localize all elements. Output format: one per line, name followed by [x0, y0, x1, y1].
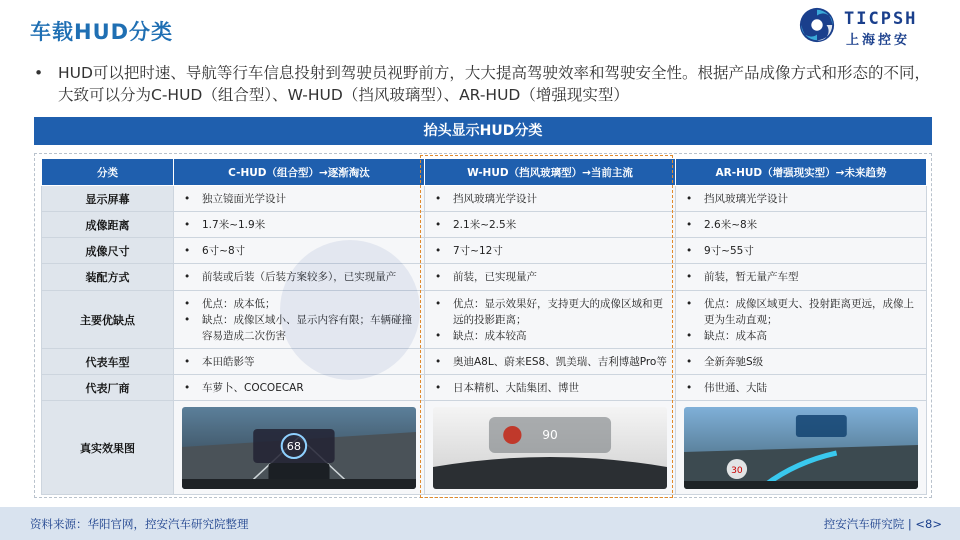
cell-list	[433, 191, 669, 207]
company-logo	[798, 6, 938, 50]
cell-list	[182, 191, 418, 207]
cell-list	[182, 217, 418, 233]
cell-list	[182, 243, 418, 259]
cell-list-item: • 挡风玻璃光学设计	[433, 191, 669, 207]
cell-list-item: • 缺点：成本高	[684, 328, 920, 344]
cell-list-item: • 7寸~12寸	[433, 243, 669, 259]
table-cell	[676, 291, 927, 349]
cell-list	[182, 269, 418, 285]
cell-list	[684, 354, 920, 370]
cell-list	[182, 296, 418, 344]
cell-list-item: • 1.7米~1.9米	[182, 217, 418, 233]
table-cell	[174, 238, 425, 264]
cell-list-item: • 独立镜面光学设计	[182, 191, 418, 207]
table-row	[42, 264, 927, 291]
cell-list	[433, 217, 669, 233]
table-row	[42, 186, 927, 212]
cell-list-item: • 前装或后装（后装方案较多），已实现量产	[182, 269, 418, 285]
row-label: 真实效果图	[42, 401, 174, 495]
cell-list	[182, 354, 418, 370]
svg-text:30: 30	[731, 465, 743, 476]
table-cell	[425, 238, 676, 264]
cell-list-item: • 2.6米~8米	[684, 217, 920, 233]
hud-classification-table	[41, 158, 927, 495]
cell-list	[433, 243, 669, 259]
logo-swirl-icon	[798, 6, 836, 44]
cell-list	[684, 243, 920, 259]
table-cell	[425, 186, 676, 212]
footer-bar	[0, 507, 960, 540]
cell-list	[684, 380, 920, 396]
intro-bullet: •	[34, 64, 44, 82]
cell-list-item: • 前装，暂无量产车型	[684, 269, 920, 285]
table-cell	[425, 264, 676, 291]
cell-list	[684, 269, 920, 285]
cell-list	[684, 296, 920, 344]
svg-text:90: 90	[542, 427, 558, 442]
table-row	[42, 238, 927, 264]
cell-list	[433, 296, 669, 344]
table-row	[42, 291, 927, 349]
cell-list-item: • 全新奔驰S级	[684, 354, 920, 370]
page-title: 车载HUD分类	[30, 20, 174, 44]
row-label: 装配方式	[42, 264, 174, 291]
intro-paragraph	[34, 62, 939, 106]
cell-list-item: • 前装，已实现量产	[433, 269, 669, 285]
row-label: 代表车型	[42, 349, 174, 375]
row-label: 成像距离	[42, 212, 174, 238]
cell-list	[684, 191, 920, 207]
cell-list-item: • 优点：成本低；	[182, 296, 418, 312]
page-number: 控安汽车研究院 | <8>	[823, 517, 942, 531]
table-cell	[676, 349, 927, 375]
cell-list-item: • 伟世通、大陆	[684, 380, 920, 396]
row-label: 成像尺寸	[42, 238, 174, 264]
table-cell	[425, 291, 676, 349]
cell-list-item: • 6寸~8寸	[182, 243, 418, 259]
table-cell	[676, 264, 927, 291]
ar-hud-photo	[684, 407, 918, 489]
table-cell	[174, 349, 425, 375]
section-banner: 抬头显示HUD分类	[34, 117, 932, 145]
table-cell	[425, 212, 676, 238]
intro-text: HUD可以把时速、导航等行车信息投射到驾驶员视野前方，大大提高驾驶效率和驾驶安全性。根据产品成像方式和形态的不同，大致可以分为C-HUD（组合型）、W-HUD（挡风玻璃型）、AR-HUD（增强现实型）	[58, 64, 930, 104]
cell-list-item: • 缺点：成本较高	[433, 328, 669, 344]
table-row	[42, 375, 927, 401]
cell-list	[433, 354, 669, 370]
row-label: 显示屏幕	[42, 186, 174, 212]
photo-cell	[676, 401, 927, 495]
table-cell	[676, 238, 927, 264]
header-c-hud: C-HUD（组合型）→逐渐淘汰	[174, 159, 425, 186]
row-label: 代表厂商	[42, 375, 174, 401]
header-category: 分类	[42, 159, 174, 186]
cell-list-item: • 2.1米~2.5米	[433, 217, 669, 233]
svg-text:68: 68	[286, 439, 302, 453]
table-cell	[174, 264, 425, 291]
table-cell	[425, 375, 676, 401]
table-cell	[174, 212, 425, 238]
table-row	[42, 212, 927, 238]
table-cell	[676, 186, 927, 212]
cell-list-item: • 9寸~55寸	[684, 243, 920, 259]
table-container	[34, 153, 932, 498]
logo-text-cn: 上海控安	[846, 33, 911, 48]
logo-text-en: TICPSH	[844, 9, 918, 29]
cell-list-item: • 优点：成像区域更大、投射距离更远，成像上更为生动直观；	[684, 296, 920, 328]
table-cell	[174, 186, 425, 212]
table-cell	[174, 375, 425, 401]
photo-cell	[425, 401, 676, 495]
table-header-row	[42, 159, 927, 186]
table-row	[42, 349, 927, 375]
table-cell	[676, 375, 927, 401]
photo-row	[42, 401, 927, 495]
w-hud-photo	[433, 407, 667, 489]
row-label: 主要优缺点	[42, 291, 174, 349]
cell-list-item: • 车萝卜、COCOECAR	[182, 380, 418, 396]
cell-list-item: • 本田皓影等	[182, 354, 418, 370]
cell-list	[433, 380, 669, 396]
cell-list-item: • 日本精机、大陆集团、博世	[433, 380, 669, 396]
header-ar-hud: AR-HUD（增强现实型）→未来趋势	[676, 159, 927, 186]
cell-list-item: • 优点：显示效果好，支持更大的成像区域和更远的投影距离；	[433, 296, 669, 328]
cell-list	[684, 217, 920, 233]
cell-list-item: • 缺点：成像区域小、显示内容有限；车辆碰撞容易造成二次伤害	[182, 312, 418, 344]
source-note: 资料来源：华阳官网，控安汽车研究院整理	[30, 517, 249, 531]
cell-list-item: • 奥迪A8L、蔚来ES8、凯美瑞、吉利博越Pro等	[433, 354, 669, 370]
table-cell	[676, 212, 927, 238]
header-w-hud: W-HUD（挡风玻璃型）→当前主流	[425, 159, 676, 186]
cell-list	[433, 269, 669, 285]
cell-list	[182, 380, 418, 396]
cell-list-item: • 挡风玻璃光学设计	[684, 191, 920, 207]
table-cell	[425, 349, 676, 375]
c-hud-photo	[182, 407, 416, 489]
photo-cell	[174, 401, 425, 495]
table-cell	[174, 291, 425, 349]
